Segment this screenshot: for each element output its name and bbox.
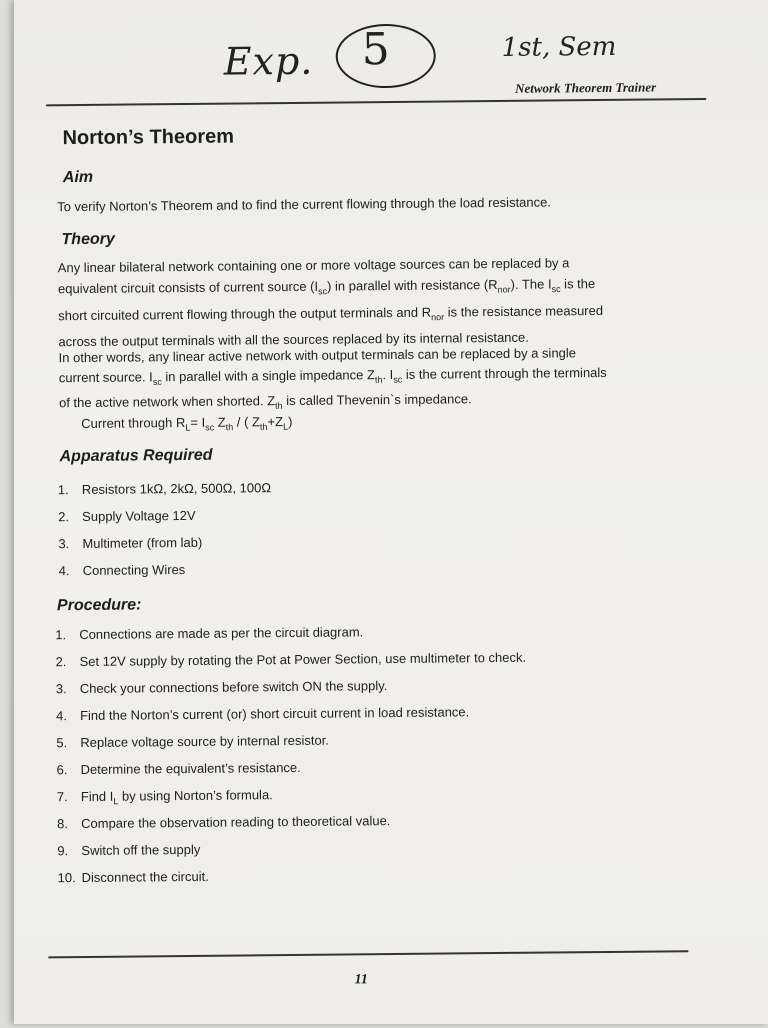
list-item: 2. Set 12V supply by rotating the Pot at Power Section, use multimeter to check.: [55, 649, 527, 670]
list-item: 4. Connecting Wires: [58, 562, 186, 579]
theory-paragraph-1: [58, 251, 699, 352]
page-number: 11: [354, 972, 368, 988]
theory-paragraph-2: [59, 342, 700, 417]
list-item: 7. Find $I_L$ by using Norton’s formula.: [56, 787, 273, 807]
list-item: 2. Supply Voltage 12V: [58, 507, 196, 525]
theory-p2-line-3: of the active network when shorted. $Z_{th}$ is called Thevenin`s impedance.: [58, 390, 472, 411]
handwritten-exp-label: Exp.: [223, 38, 314, 84]
list-item: 4. Find the Norton’s current (or) short circuit current in load resistance.: [55, 704, 470, 724]
handwritten-semester-note: 1st, Sem: [501, 31, 617, 63]
theory-heading: Theory: [61, 230, 115, 249]
document-page: [14, 0, 768, 1024]
apparatus-heading: Apparatus Required: [59, 446, 213, 466]
aim-heading: Aim: [62, 168, 94, 187]
page-content: [9, 0, 768, 1028]
procedure-list: [55, 623, 528, 898]
list-item: 10. Disconnect the circuit.: [57, 868, 209, 886]
aim-text: To verify Norton’s Theorem and to find the current flowing through the load resistance.: [57, 194, 552, 215]
list-item: 3. Check your connections before switch ON the supply.: [55, 678, 388, 697]
theory-p1-line-3: short circuited current flowing through the output terminals and $R_{nor}$ is the resistance measured: [58, 302, 604, 323]
apparatus-list: [58, 480, 272, 590]
footer-rule: [48, 950, 688, 958]
page-title: Norton’s Theorem: [62, 125, 235, 150]
theory-p1-line-4: across the output terminals with all the sources replaced by its internal resistance.: [58, 329, 529, 350]
header-rule: [46, 98, 706, 106]
list-item: 3. Multimeter (from lab): [58, 534, 203, 552]
list-item: 5. Replace voltage source by internal resistor.: [56, 732, 329, 751]
procedure-heading: Procedure:: [56, 596, 142, 615]
list-item: 1. Connections are made as per the circuit diagram.: [55, 624, 364, 643]
theory-p1-line-1: Any linear bilateral network containing one or more voltage sources can be replaced by a: [57, 255, 570, 276]
list-item: 8. Compare the observation reading to theoretical value.: [57, 813, 391, 832]
theory-p2-line-1: In other words, any linear active network with output terminals can be replaced by a single: [58, 345, 577, 366]
handwritten-exp-number: 5: [361, 24, 390, 76]
theory-p1-line-2: equivalent circuit consists of current source $(I_{sc})$ in parallel with resistance $(R_{nor})$. The $I_{sc}$ is the: [57, 276, 596, 297]
norton-formula: Current through $R_L= I_{sc}$ $Z_{th}$ / ( $Z_{th}+Z_L$): [81, 413, 293, 433]
running-head: Network Theorem Trainer: [514, 79, 657, 96]
list-item: 1. Resistors 1kΩ, 2kΩ, 500Ω, 100Ω: [57, 480, 272, 498]
list-item: 6. Determine the equivalent’s resistance.: [56, 759, 301, 778]
list-item: 9. Switch off the supply: [57, 841, 201, 859]
theory-p2-line-2: current source. $I_{sc}$ in parallel with a single impedance $Z_{th}$. $I_{sc}$ is the current through the terminals: [58, 364, 607, 387]
